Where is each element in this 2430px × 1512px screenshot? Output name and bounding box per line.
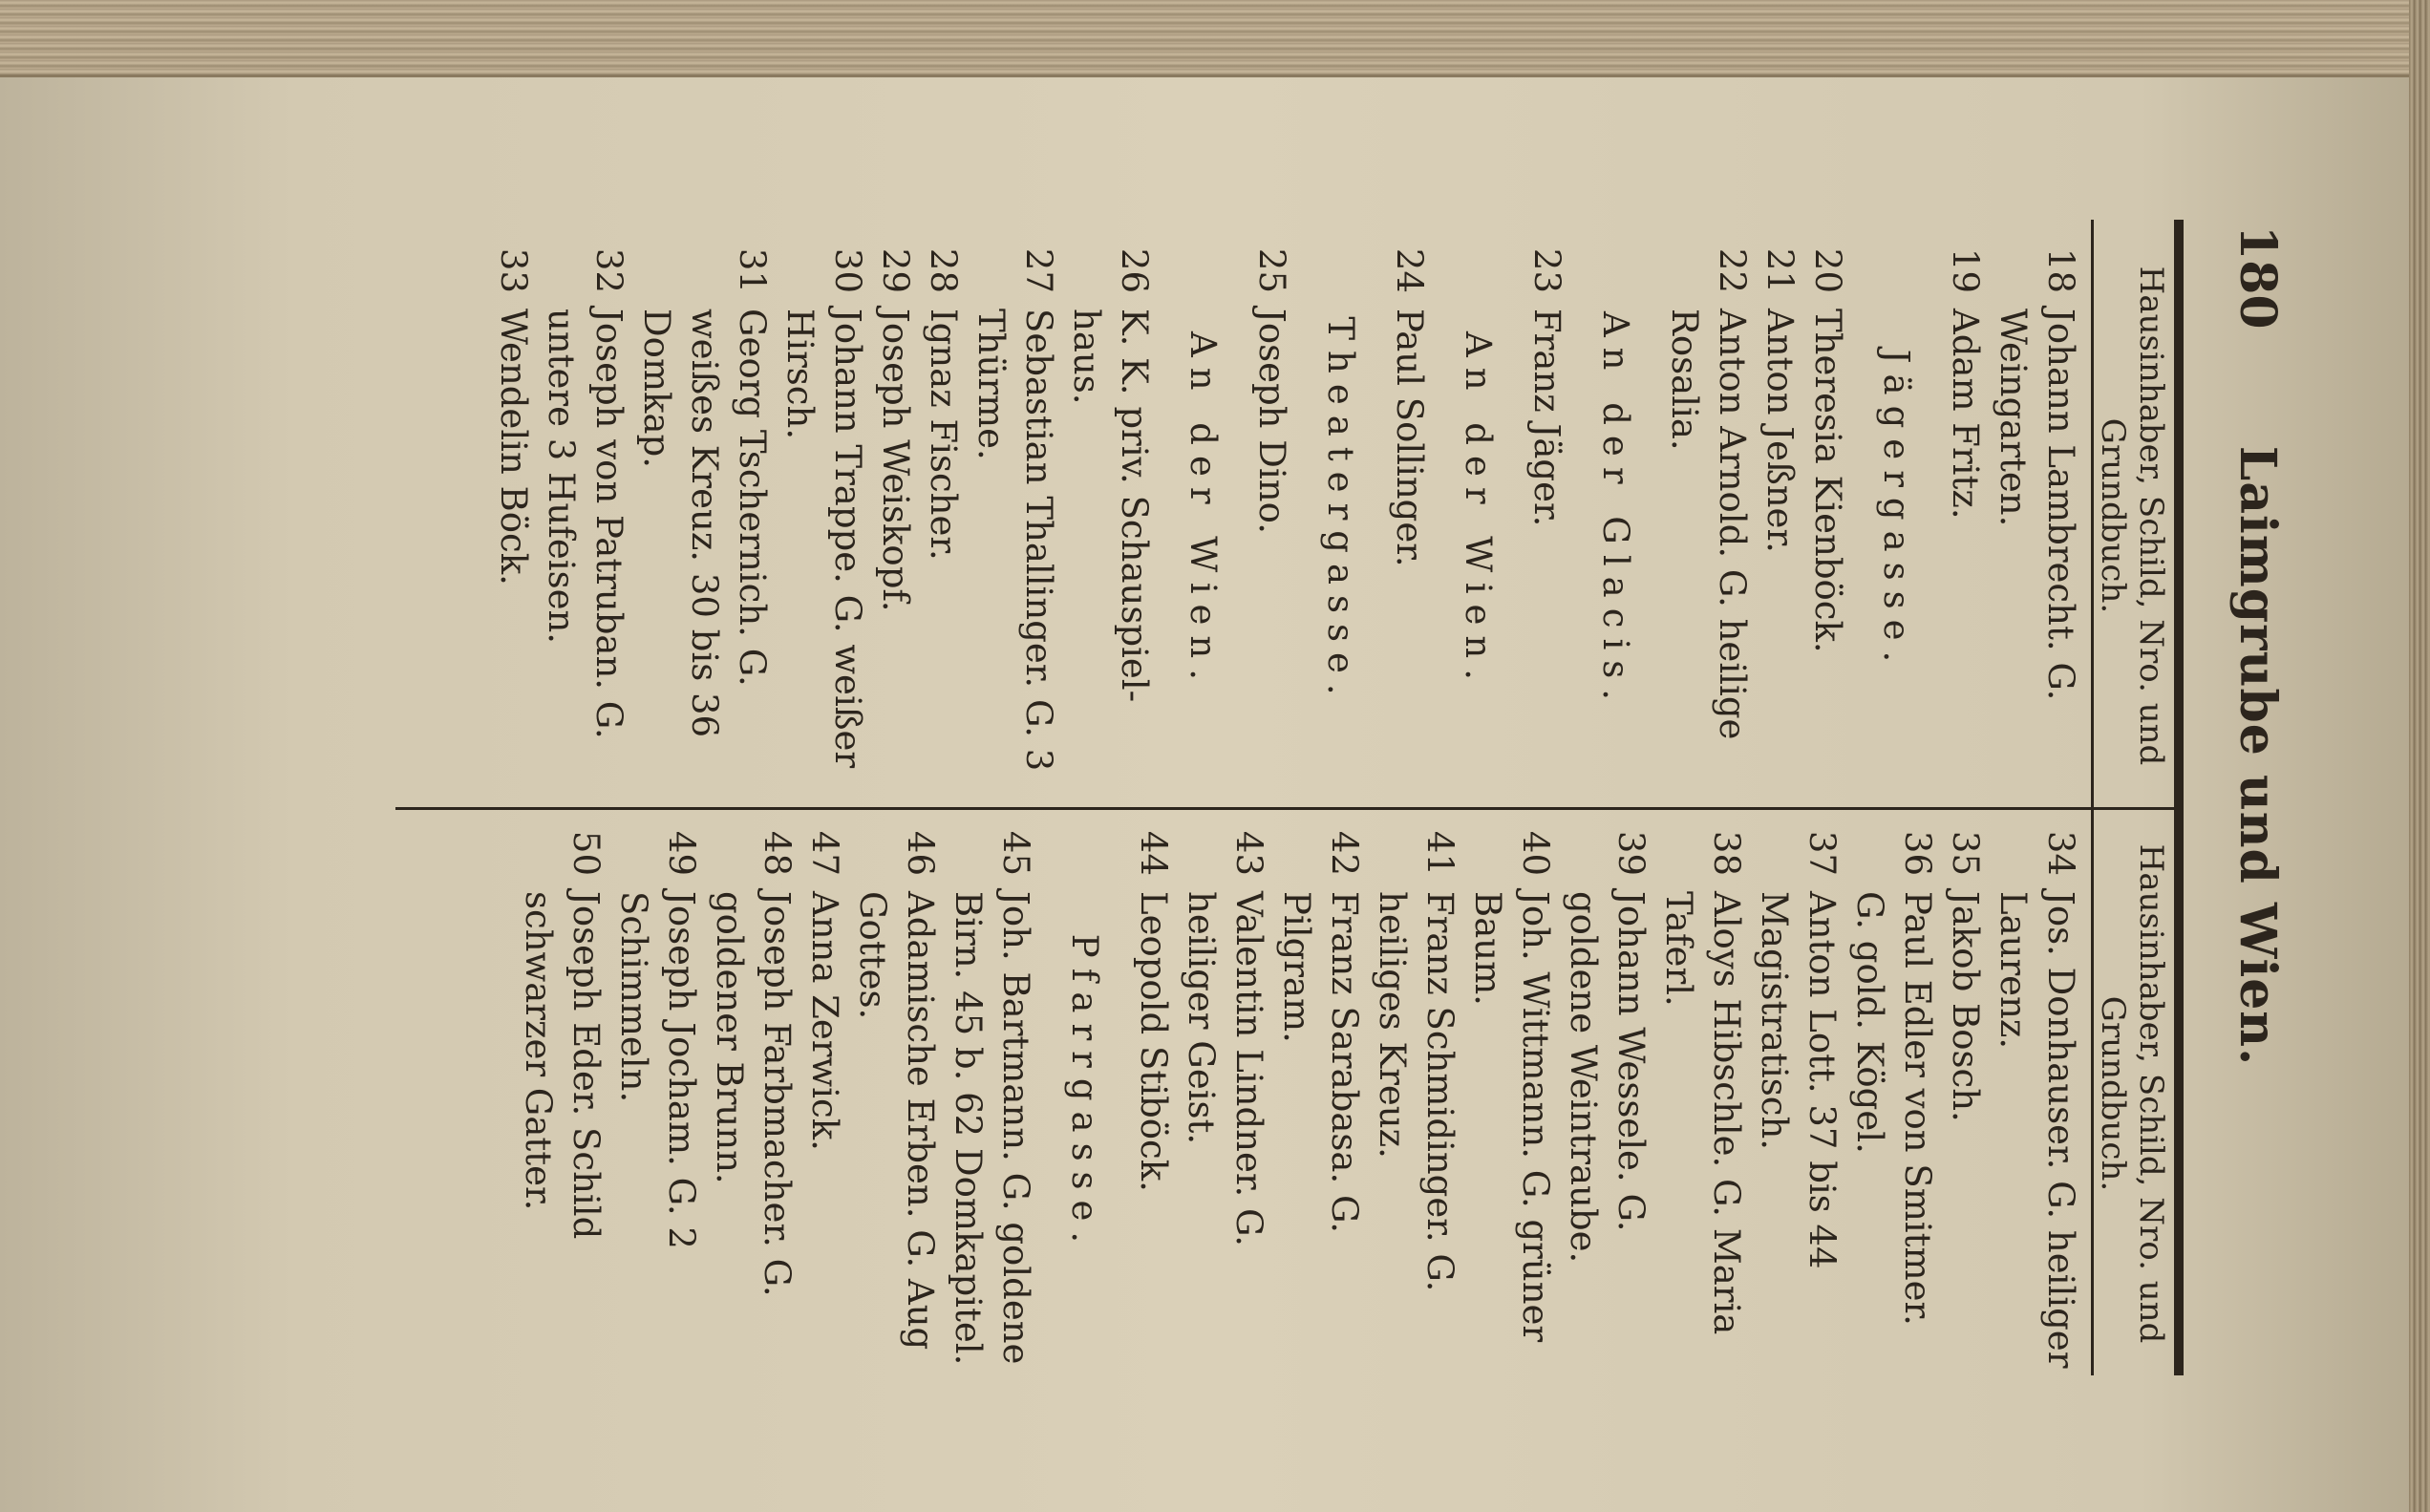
entry-text: Johann Wessele. G. goldene Weintraube. <box>1563 891 1652 1264</box>
entry-text: Anna Zerwick. <box>804 891 845 1151</box>
house-entry <box>1368 817 1463 1371</box>
header-rule <box>2174 220 2184 1375</box>
house-entry <box>871 234 919 788</box>
section-gap <box>1158 234 1179 788</box>
entry-text: Joseph Farbmacher. G. goldener Brunn. <box>709 891 798 1297</box>
house-number: 22 <box>1712 247 1753 293</box>
section-gap <box>1226 234 1247 788</box>
entry-text: Franz Schmidinger. G. heiliges Kreuz. <box>1372 891 1460 1292</box>
section-gap <box>1502 234 1523 788</box>
house-entry <box>1129 817 1177 1371</box>
house-number: 34 <box>2040 830 2081 876</box>
house-entry <box>967 234 1062 788</box>
entry-text: Joh. Wittmann. G. grüner Baum. <box>1467 891 1556 1343</box>
house-number: 38 <box>1706 830 1747 876</box>
house-number: 32 <box>588 247 629 293</box>
section-gap <box>1851 234 1872 788</box>
section-gap <box>1570 234 1591 788</box>
column-header-right: Hausinhaber, Schild, Nro. und Grundbuch. <box>2094 843 2170 1344</box>
house-number: 49 <box>661 830 702 876</box>
house-entry <box>1463 817 1559 1371</box>
house-number: 39 <box>1610 830 1652 876</box>
entry-text: Valentin Lindner. G. heiliger Geist. <box>1181 891 1269 1247</box>
house-entry <box>1941 817 1989 1371</box>
house-number: 41 <box>1419 830 1460 876</box>
entry-text: Anton Jeßner. <box>1759 309 1801 553</box>
entry-text: Georg Tschernich. G. weißes Kreuz. 30 bis 36 Domkap. <box>636 309 773 738</box>
house-number: 45 <box>995 830 1036 876</box>
house-entry <box>1177 817 1272 1371</box>
house-number: 33 <box>493 247 534 293</box>
street-name: An der Wien. <box>1183 330 1224 692</box>
entry-text: Joseph von Patruban. G. untere 3 Hufeisen. <box>541 309 629 739</box>
house-entry <box>919 234 967 788</box>
house-entry <box>944 817 1039 1371</box>
house-number: 31 <box>732 247 773 293</box>
house-number: 28 <box>923 247 964 293</box>
house-entry <box>1654 817 1750 1371</box>
house-number: 35 <box>1945 830 1986 876</box>
house-number: 44 <box>1133 830 1174 876</box>
entry-text: Theresia Kienböck. <box>1807 309 1848 653</box>
house-entry <box>537 234 632 788</box>
house-entry <box>848 817 944 1371</box>
house-number: 18 <box>2040 247 2081 293</box>
street-name: Theatergasse. <box>1320 316 1361 706</box>
house-entry <box>1989 234 2084 788</box>
entry-text: Franz Jäger. <box>1526 309 1567 527</box>
entry-text: Wendelin Böck. <box>493 309 534 586</box>
street-name: An der Wien. <box>1458 330 1499 692</box>
house-number: 23 <box>1526 247 1567 293</box>
house-entry <box>1523 234 1570 788</box>
house-number: 25 <box>1251 247 1292 293</box>
house-entry <box>1756 234 1803 788</box>
house-entry <box>1941 234 1989 788</box>
entry-text: Adamische Erben. G. Aug Gottes. <box>852 891 941 1351</box>
house-number: 29 <box>875 247 916 293</box>
house-number: 30 <box>827 247 868 293</box>
entries-column-left <box>489 234 2084 788</box>
entry-text: Anton Arnold. G. heilige Rosalia. <box>1664 309 1753 740</box>
entry-text: Ignaz Fischer. <box>923 309 964 561</box>
house-number: 20 <box>1807 247 1848 293</box>
house-number: 46 <box>900 830 941 876</box>
house-entry <box>1385 234 1433 788</box>
street-heading <box>1872 234 1920 788</box>
street-heading <box>1179 234 1226 788</box>
house-entry <box>776 234 871 788</box>
house-number: 37 <box>1801 830 1843 876</box>
entry-text: Sebastian Thallinger. G. 3 Thürme. <box>970 309 1059 772</box>
house-entry <box>1559 817 1654 1371</box>
house-entry <box>1989 817 2084 1371</box>
section-gap <box>1364 234 1385 788</box>
house-entry <box>1750 817 1845 1371</box>
house-number: 24 <box>1389 247 1430 293</box>
house-entry <box>632 234 776 788</box>
entry-text: Anton Lott. 37 bis 44 Magistratisch. <box>1754 891 1843 1269</box>
entry-text: Joseph Eder. Schild schwarzer Gatter. <box>518 891 607 1240</box>
house-number: 27 <box>1018 247 1059 293</box>
house-number: 43 <box>1228 830 1269 876</box>
entry-text: Joseph Weiskopf. <box>875 309 916 612</box>
house-entry <box>1272 817 1368 1371</box>
street-heading <box>1316 234 1364 788</box>
house-entry <box>489 234 537 788</box>
entry-text: Franz Sarabasa. G. Pilgram. <box>1276 891 1365 1233</box>
entry-text: Adam Fritz. <box>1945 309 1986 520</box>
section-gap <box>1920 234 1941 788</box>
entry-text: Jos. Donhauser. G. heiliger Laurenz. <box>1993 891 2081 1369</box>
entry-text: Aloys Hibschle. G. Maria Taferl. <box>1658 891 1747 1335</box>
entry-text: Paul Sollinger. <box>1389 309 1430 567</box>
house-number: 50 <box>565 830 607 876</box>
column-divider <box>395 807 2180 810</box>
entry-text: Paul Edler von Smitmer. G. gold. Kögel. <box>1849 891 1938 1326</box>
column-header-left: Hausinhaber, Schild, Nro. und Grundbuch. <box>2094 266 2170 766</box>
house-entry <box>1062 234 1158 788</box>
entry-text: Joh. Bartmann. G. goldene Birn. 45 b. 62 Domkapitel. <box>948 891 1036 1366</box>
entries-column-right <box>514 817 2084 1371</box>
house-number: 26 <box>1114 247 1155 293</box>
house-number: 48 <box>757 830 798 876</box>
street-heading <box>1591 234 1639 788</box>
house-entry <box>1660 234 1756 788</box>
entry-text: Jakob Bosch. <box>1945 891 1986 1122</box>
entry-text: Johann Trappe. G. weißer Hirsch. <box>779 309 868 769</box>
entry-text: Joseph Dino. <box>1251 309 1292 534</box>
house-number: 40 <box>1515 830 1556 876</box>
house-entry <box>609 817 705 1371</box>
section-gap <box>1039 817 1060 1371</box>
street-name: Jägergasse. <box>1876 349 1917 673</box>
house-number: 47 <box>804 830 845 876</box>
house-entry <box>1247 234 1295 788</box>
house-entry <box>514 817 609 1371</box>
street-name: An der Glacis. <box>1595 310 1636 712</box>
street-heading <box>1060 817 1108 1371</box>
house-number: 19 <box>1945 247 1986 293</box>
house-number: 21 <box>1759 247 1801 293</box>
page-number: 180 <box>2228 225 2287 330</box>
house-number: 42 <box>1324 830 1365 876</box>
entry-text: Johann Lambrecht. G. Weingarten. <box>1993 309 2081 701</box>
page-title: Laimgrube und Wien. <box>2228 445 2287 1067</box>
house-entry <box>1845 817 1941 1371</box>
street-name: Pfarrgasse. <box>1064 933 1105 1254</box>
section-gap <box>1108 817 1129 1371</box>
section-gap <box>1295 234 1316 788</box>
street-heading <box>1454 234 1502 788</box>
house-entry <box>705 817 800 1371</box>
house-number: 36 <box>1897 830 1938 876</box>
entry-text: Joseph Jocham. G. 2 Schimmeln. <box>613 891 702 1249</box>
section-gap <box>1433 234 1454 788</box>
entry-text: K. K. priv. Schauspiel-haus. <box>1066 309 1155 703</box>
house-entry <box>800 817 848 1371</box>
column-header-rule <box>2091 220 2094 1375</box>
entry-text: Leopold Stiböck. <box>1133 891 1174 1192</box>
house-entry <box>1803 234 1851 788</box>
section-gap <box>1639 234 1660 788</box>
